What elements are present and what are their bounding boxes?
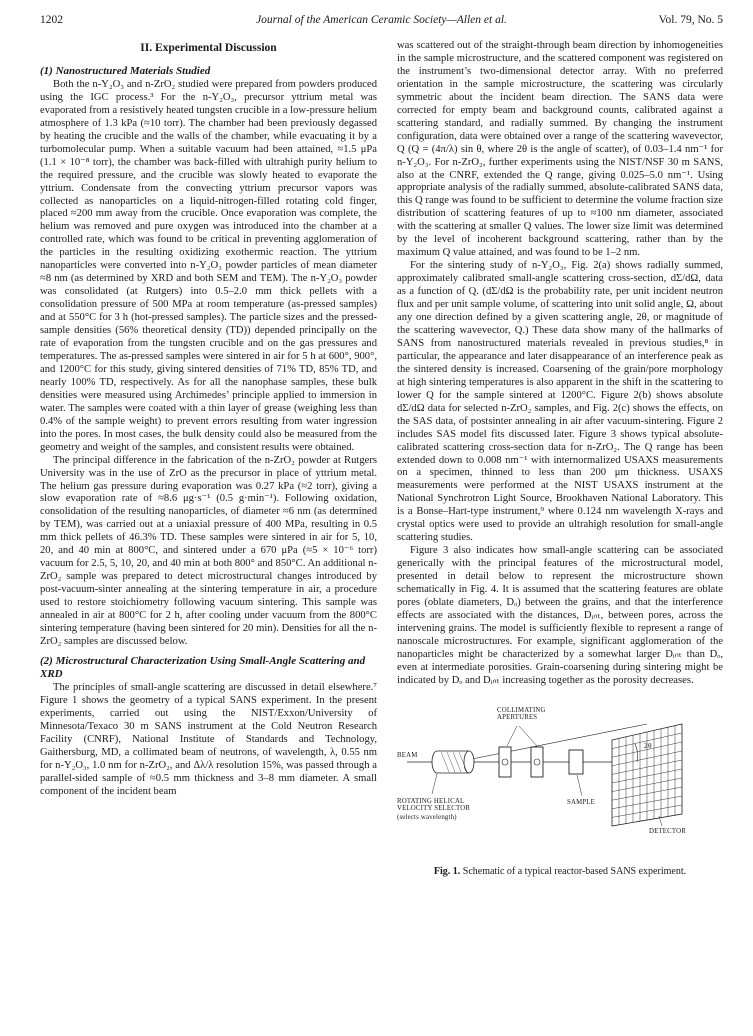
subsection-heading-2: (2) Microstructural Characterization Using Small-Angle Scattering and XRD	[40, 654, 366, 680]
right-column	[397, 40, 723, 879]
velocity-selector	[432, 751, 474, 773]
figure-caption	[397, 866, 723, 879]
sample	[569, 750, 583, 774]
detector-grid	[612, 724, 682, 826]
paragraph: was scattered out of the straight-through beam direction by inhomogeneities in the sample microstructure, and the scattered component was registered on the instrument’s two-dimensional detector array. With no preferred orientation in the sample microstructure, the scattering was circularly symmetric about the incident beam direction. The SANS data were corrected for empty beam and background counts, calibrated against a scattering standard, and radially summed. By changing the instrument configuration, data were obtained over a range of the scattering wavevector, Q (Q = (4π/λ) sin θ, where 2θ is the angle of scatter), of 0.03–1.4 nm⁻¹ for n-Y₂O₃. For n-ZrO₂, further experiments using the NIST/NSF 30 m SANS, also at the CNRF, extended the Q range, giving 0.025–5.0 nm⁻¹. Using appropriate analysis of the radially summed, absolute-calibrated SANS data, this Q range was found to be sufficient to determine the volume fraction size distribution of scattering features of up to ≈100 nm diameter, associated with the scattering at smaller Q values. The lower size limit was determined by the level of incoherent background scattering, rather than by the maximum Q value attained, and was found to be 1–2 nm.	[397, 40, 723, 259]
paragraph: Figure 3 also indicates how small-angle scattering can be associated generically with the principal features of the microstructural model, presented in detail below to represent the microstructure shown schematically in Fig. 4. It is assumed that the scattering features are oblate pores (oblate diameters, Dₒ) between the grains, and that the interference effects are associated with the distances, Dᵢₙₜ, between pores, across the intervening grains. The model is sufficiently flexible to represent a range of nanoscale microstructures. For example, significant agglomeration of the nanoparticles might be characterized by a somewhat larger Dᵢₙₜ than Dₒ, even at intermediate porosities. Grain-coarsening during sintering might be indicated by Dₒ and Dᵢₙₜ increasing together as the porosity decreases.	[397, 545, 723, 686]
label-detector: DETECTOR	[649, 827, 686, 835]
caption-label: Fig. 1.	[433, 865, 461, 877]
left-column	[40, 40, 377, 798]
label-sample: SAMPLE	[567, 798, 596, 806]
paragraph: For the sintering study of n-Y₂O₃, Fig. 2(a) shows radially summed, approximately calibrated small-angle scattering cross-section, dΣ/dΩ, data as a function of Q. (dΣ/dΩ is the probability rate, per unit incident neutron flux and per unit sample volume, of scattering into unit solid angle, Ω, about any one direction defined by a given scattering angle, 2θ, or magnitude of the scattering wavevector, Q.) These data show many of the hallmarks of SANS from nanostructured materials revealed in previous studies,⁸ in particular, the appearance and later disappearance of an interference peak as the sintered density is increased. Coarsening of the grain/pore morphology at high sintering temperatures is also apparent in the shift in the scattering to lower Q for the sample sintered at 1200°C. Figure 2(b) shows absolute dΣ/dΩ data for selected n-ZrO₂ samples, and Fig. 2(c) shows the effects, on the SAS data, of postsinter annealing in air after vacuum-sintering. Figure 2 includes SAS model fits discussed later. Figure 3 shows typical absolute-calibrated scattering cross-section data for n-ZrO₂. The Q range has been extended down to 0.008 nm⁻¹ with internormalized USAXS measurements on a specimen, thinned to less than 200 μm thickness. USAXS measurements were performed at the NIST USAXS instrument at the National Synchrotron Light Source, Brookhaven National Laboratory. This is a Bonse–Hart-type instrument,⁹ where 0.124 nm wavelength X-rays and crystal optics were used to provide an ultrahigh resolution for small-angle scattering studies.	[397, 260, 723, 544]
caption-text: Schematic of a typical reactor-based SANS experiment.	[460, 865, 687, 877]
subsection-heading-1: (1) Nanostructured Materials Studied	[40, 64, 211, 77]
page-number: 1202	[40, 14, 63, 26]
label-velocity-selector: ROTATING HELICAL VELOCITY SELECTOR	[397, 797, 471, 813]
label-selects-wavelength: (selects wavelength)	[397, 813, 457, 821]
paragraph: The principal difference in the fabrication of the n-ZrO₂ powder at Rutgers University was in the use of ZrO as the precursor in place of yttrium metal. The helium gas pressure during evaporation was 0.27 kPa (≈2 torr), giving a slow evaporation rate of ≈8.6 μg·s⁻¹ (0.5 g·min⁻¹). Following oxidation, consolidation of the resulting nanoparticles, of diameter ≈6 nm (as determined by TEM), was carried out at a uniaxial pressure of 400 MPa, resulting in 0.5 mm thick pellets of 46.3% TD. These samples were sintered in air for 5, 10, 20, and 40 min at 800°C, and sintered under a 670 μPa (≈5 × 10⁻⁶ torr) vacuum for 2.5, 5, 10, 20, and 40 min at both 800° and 850°C. An additional n-ZrO₂ sample was prepared to detect microstructural changes introduced by post-vacuum-sinter annealing at the sintering temperature in air, a procedure used to restore stoichiometry following vacuum sintering. This sample was annealed in air at 800°C for 2 h, after cooling under vacuum from the 800°C sintering temperature (having been sintered for 20 min). Densities for all the n-ZrO₂ samples are discussed below.	[40, 454, 377, 647]
running-header	[40, 14, 723, 32]
section-title: II. Experimental Discussion	[140, 42, 277, 54]
label-collimating-apertures	[497, 707, 546, 722]
volume-issue: Vol. 79, No. 5	[658, 14, 723, 26]
figure-1	[397, 702, 723, 864]
paragraph: The principles of small-angle scattering are discussed in detail elsewhere.⁷ Figure 1 shows the geometry of a typical SANS experiment. In the present experiments, carried out using the NIST/Exxon/University of Minnesota/Texaco 30 m SANS instrument at the Cold Neutron Research Facility (CNRF), National Institute of Standards and Technology, Gaithersburg, MD, a collimated beam of neutrons, of wavelength, λ, 0.55 nm for n-Y₂O₃, 1.0 nm for n-ZrO₂, and Δλ/λ resolution 15%, was passed through a parallel-sided sample of ≈0.5 mm thickness and 3–8 mm diameter. A small component of the incident beam	[40, 681, 377, 797]
collimating-label: COLLIMATING APERTURES	[497, 706, 546, 722]
label-beam: BEAM	[397, 751, 418, 759]
journal-title: Journal of the American Ceramic Society—Allen et al.	[256, 14, 507, 26]
label-two-theta: 2θ	[644, 740, 652, 750]
paragraph: Both the n-Y₂O₃ and n-ZrO₂ studied were prepared from powders produced using the IGC process.³ For the n-Y₂O₃, precursor yttrium metal was evaporated from a resistively heated tungsten crucible in a low-pressure helium atmosphere of 1.3 kPa (≈10 torr). The chamber had been previously degassed by heating the crucible and the walls of the chamber, while evacuating it by a turbomolecular pump. When a suitable vacuum had been attained, ≈1.5 μPa (1.1 × 10⁻⁸ torr), the chamber was back-filled with ultrahigh purity helium to the required pressure, and the crucible was slowly heated to evaporate the yttrium. Condensate from the convecting yttrium precursor vapors was collected as nanoparticles on a liquid-nitrogen-filled rotating cold finger, placed ≈200 mm away from the crucible. Once evaporation was complete, the helium was removed and pure oxygen was introduced into the chamber at a controlled rate, which was found to be critical in preventing agglomeration of the particles in the resulting oxidizing exothermic reaction. The yttrium nanoparticles were converted into n-Y₂O₃ powder particles of mean diameter ≈8 nm (as determined by XRD and both SEM and TEM). The n-Y₂O₃ powder was consolidated (at Rutgers) into 0.5–2.0 mm thick pellets with a consolidation pressure of 500 MPa at room temperature (as-pressed samples) and at 550°C for 3 h (hot-pressed samples). The particle sizes and the pressed-sample densities (56% theoretical density (TD)) depended principally on the rate of evaporation from the tungsten crucible and on the gas pressures and temperatures. The as-pressed samples were sintered in air for 5 h at 600°, 900°, and 1200°C for this study, giving sintered densities of 71% TD, 85% TD, and nearly 100% TD, respectively. As for all the nanophase samples, these bulk densities were measured using Archimedes’ principle applied to immersion in water. The samples were coated with a thin layer of grease (weighing less than 0.4% of the sample weight) to prevent errors resulting from water ingression into the pores. In most cases, the bulk density could also be measured from the geometry and weight of the samples, and consistent results were obtained.	[40, 78, 377, 453]
